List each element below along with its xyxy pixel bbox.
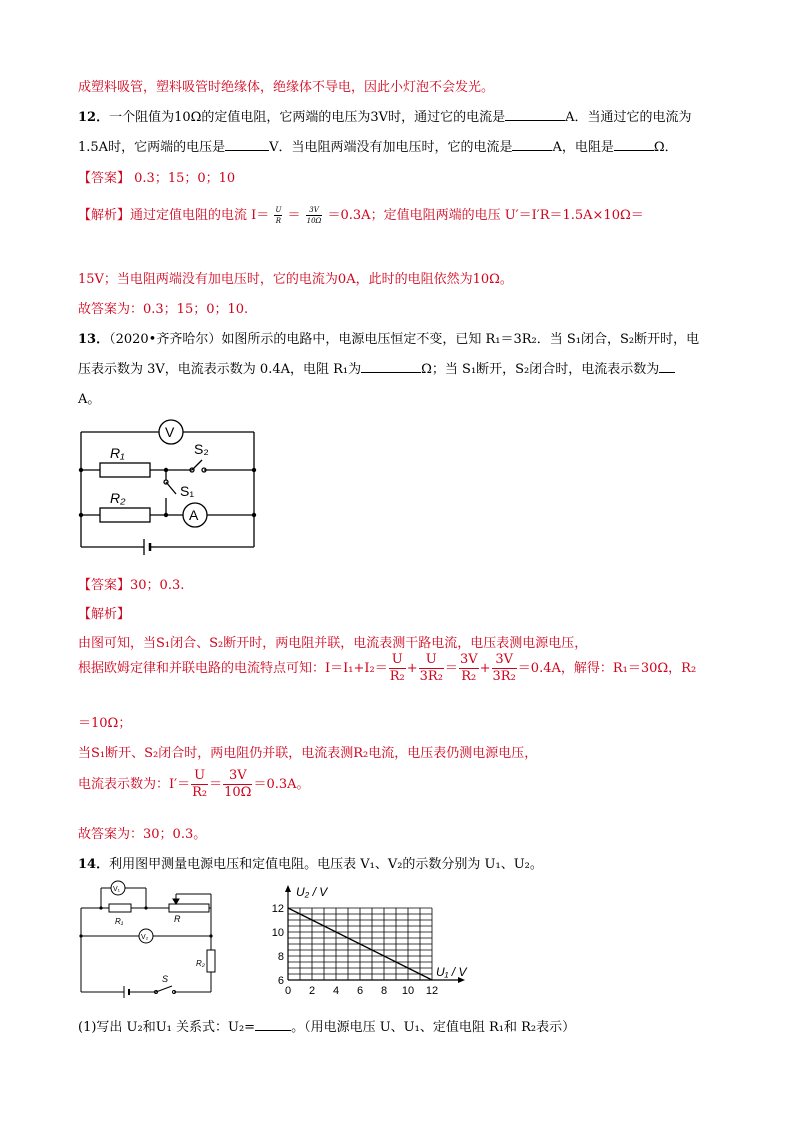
analysis-text: 根据欧姆定律和并联电路的电流特点可知：I＝I₁+I₂＝ [78, 661, 388, 676]
question-text: Ω． [653, 140, 678, 155]
answer-blank [512, 138, 552, 151]
question-text: (1)写出 U₂和U₁ 关系式：U₂= [78, 1020, 256, 1035]
plus-sign: + [406, 661, 418, 676]
u2-u1-graph [266, 880, 486, 1005]
answer-blank [659, 360, 675, 373]
question-12-answer [78, 167, 235, 186]
fraction-3v-over-r2: $\frac{3V}{\text{R₂}}$ [459, 652, 478, 684]
switch-s1-label: S₁ [180, 483, 195, 499]
plus-sign: + [479, 661, 491, 676]
x-tick-label: 0 [284, 985, 292, 997]
fraction-u-over-r2: $\frac{U}{\text{R₂}}$ [389, 652, 405, 684]
analysis-text: 通过定值电阻的电流 I＝ [130, 208, 270, 223]
question-13-analysis-1: 由图可知，当S₁闭合、S₂断开时，两电阻并联，电流表测干路电流，电压表测电源电压， [78, 636, 588, 651]
question-12-final: 故答案为：0.3；15；0；10. [78, 302, 249, 317]
question-text: 利用图甲测量电源电压和定值电阻。电压表 V₁、V₂的示数分别为 U₁、U₂。 [109, 857, 543, 872]
equals-sign: ＝ [287, 208, 301, 223]
question-13-line-1 [78, 328, 699, 347]
y-tick-label: 8 [277, 951, 284, 963]
answer-blank [255, 1018, 291, 1031]
question-text: 压表示数为 3V，电流表示数为 0.4A，电阻 R₁为 [78, 362, 362, 377]
ammeter-label: A [189, 507, 199, 523]
question-13-analysis-5 [78, 768, 310, 801]
question-number: 13． [78, 332, 110, 347]
question-13-line-2 [78, 358, 675, 377]
y-tick-label: 12 [271, 903, 284, 915]
question-13-analysis-4: 当S₁断开、S₂闭合时，两电阻仍并联，电流表测R₂电流，电压表仍测电源电压， [78, 746, 538, 761]
question-13-answer: 【答案】30；0.3. [78, 578, 185, 593]
x-tick-label: 10 [401, 985, 415, 997]
rheostat-r-label: R [174, 914, 181, 924]
fraction-3v-over-10ohm: $\frac{3V}{10\Omega}$ [306, 206, 322, 225]
fraction-u-over-3r2: $\frac{U}{\text{3R₂}}$ [419, 652, 443, 684]
question-13-analysis-2 [78, 652, 696, 685]
y-tick-label: 6 [277, 975, 284, 987]
x-tick-label: 2 [308, 985, 316, 997]
question-text: 。（用电源电压 U、U₁、定值电阻 R₁和 R₂表示） [291, 1020, 576, 1035]
fraction-3v-over-3r2: $\frac{3V}{\text{3R₂}}$ [492, 652, 516, 684]
fraction-u-over-r: $\frac{U}{R}$ [275, 206, 282, 225]
switch-s-label: S [162, 974, 169, 984]
analysis-text: ＝0.3A。 [253, 777, 310, 792]
circuit-diagram-q13 [76, 412, 266, 560]
prev-solution-text: 成塑料吸管，塑料吸管时绝缘体，绝缘体不导电，因此小灯泡不会发光。 [78, 80, 495, 95]
question-12-analysis [78, 205, 644, 226]
voltmeter-v2-label: V₂ [141, 934, 149, 941]
question-number: 14． [78, 857, 110, 872]
fraction-u-over-r2: $\frac{U}{\text{R₂}}$ [192, 768, 208, 800]
resistor-r1-label: R₁ [110, 445, 125, 461]
question-12-analysis-cont: 15V；当电阻两端没有加电压时，它的电流为0A，此时的电阻依然为10Ω。 [78, 272, 513, 287]
y-tick-label: 10 [271, 927, 284, 939]
analysis-label: 【解析】 [78, 208, 131, 223]
answer-blank [505, 108, 565, 121]
equals-sign: ＝ [444, 661, 458, 676]
x-tick-label: 4 [332, 985, 340, 997]
resistor-r2-label: R₂ [196, 959, 205, 968]
analysis-text: 电流表示数为：I′＝ [78, 777, 191, 792]
x-tick-label: 6 [356, 985, 364, 997]
answer-blank [614, 138, 654, 151]
analysis-text: ＝0.3A；定值电阻两端的电压 U′＝I′R＝1.5A×10Ω＝ [327, 208, 644, 223]
answer-label: 【答案】 [78, 171, 131, 186]
x-tick-label: 12 [425, 985, 439, 997]
question-text: A，电阻是 [552, 140, 614, 155]
analysis-text: ＝0.4A，解得：R₁＝30Ω，R₂ [517, 661, 697, 676]
question-text: V．当电阻两端没有加电压时，它的电流是 [269, 140, 513, 155]
y-axis-label: U₂ / V [296, 885, 328, 899]
resistor-r1-label: R₁ [115, 917, 124, 926]
answer-blank [225, 138, 269, 151]
question-14-line-1 [78, 853, 543, 872]
question-13-analysis-label: 【解析】 [78, 607, 131, 622]
question-number: 12． [78, 110, 110, 125]
question-text: （2020•齐齐哈尔）如图所示的电路中，电源电压恒定不变，已知 R₁＝3R₂．当 S₁闭合，S₂断开时，电 [109, 332, 700, 347]
fraction-3v-over-10ohm: $\frac{3V}{10\Omega}$ [224, 768, 252, 800]
equals-sign: ＝ [209, 777, 223, 792]
x-tick-label: 8 [380, 985, 388, 997]
question-text: A．当通过它的电流为 [565, 110, 692, 125]
question-12-line-2 [78, 136, 678, 155]
question-14-part-1 [78, 1016, 575, 1035]
question-13-line-3: A。 [78, 392, 101, 407]
switch-s2-label: S₂ [194, 441, 209, 457]
question-text: 1.5A时，它两端的电压是 [78, 140, 226, 155]
voltmeter-label: V [165, 424, 175, 440]
question-text: 一个阻值为10Ω的定值电阻，它两端的电压为3V时，通过它的电流是 [109, 110, 506, 125]
circuit-diagram-q14 [76, 880, 226, 1000]
question-13-final: 故答案为：30；0.3。 [78, 827, 207, 842]
voltmeter-v1-label: V₁ [113, 886, 121, 893]
y-axis-arrow [285, 885, 291, 892]
question-text: Ω；当 S₁断开，S₂闭合时，电流表示数为 [421, 362, 660, 377]
x-axis-label: U₁ / V [436, 965, 467, 979]
question-13-analysis-3: ＝10Ω； [78, 716, 132, 731]
resistor-r2-label: R₂ [110, 490, 126, 506]
answer-text: 0.3；15；0；10 [134, 171, 236, 186]
answer-blank [361, 360, 421, 373]
question-12-line-1 [78, 106, 691, 125]
